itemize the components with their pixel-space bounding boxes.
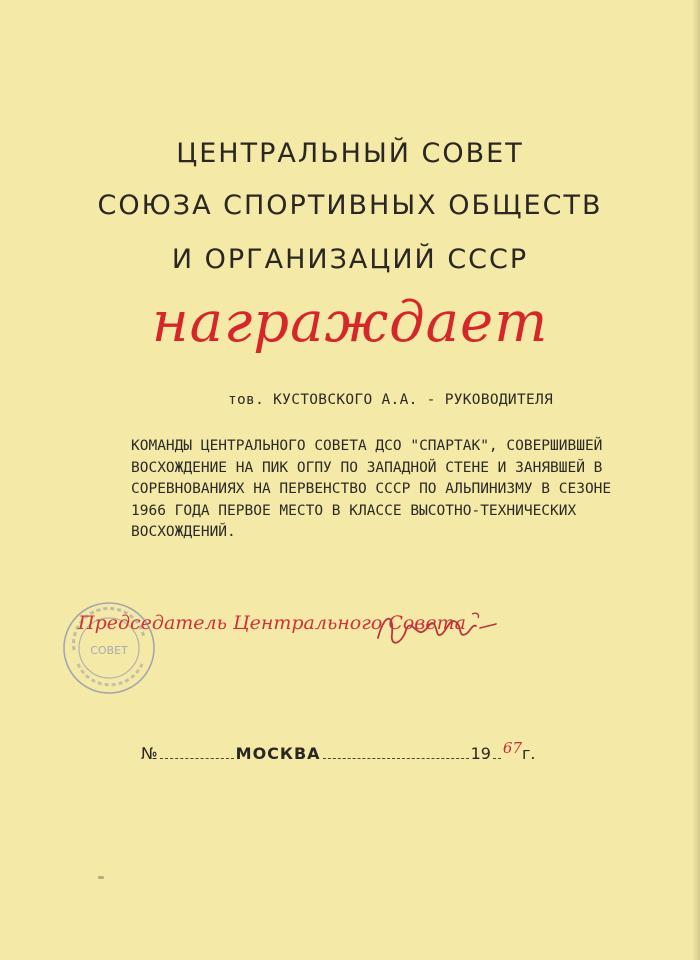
- year-handwritten: 67: [502, 739, 523, 757]
- citation-line: 1966 ГОДА ПЕРВОЕ МЕСТО В КЛАССЕ ВЫСОТНО-ТЕХНИЧЕСКИХ: [131, 502, 577, 519]
- citation-line: ВОСХОЖДЕНИЙ.: [131, 524, 236, 540]
- award-title: награждает: [151, 290, 549, 355]
- citation-line: ВОСХОЖДЕНИЕ НА ПИК ОГПУ ПО ЗАПАДНОЙ СТЕНЕ И ЗАНЯВШЕЙ В: [131, 459, 603, 476]
- chairman-signature-label: Председатель Центрального Совета: [78, 612, 466, 634]
- recipient-line: тов. КУСТОВСКОГО А.А. - РУКОВОДИТЕЛЯ: [228, 392, 554, 408]
- date-blank: [323, 746, 469, 759]
- city-label: МОСКВА: [235, 744, 321, 763]
- header-line-3: И ОРГАНИЗАЦИЙ СССР: [171, 244, 529, 275]
- handwritten-signature: [372, 604, 502, 654]
- header-line-2: СОЮЗА СПОРТИВНЫХ ОБЩЕСТВ: [97, 190, 603, 221]
- footer-number-date-line: [141, 739, 536, 763]
- paper-speck: [98, 876, 104, 879]
- citation-line: КОМАНДЫ ЦЕНТРАЛЬНОГО СОВЕТА ДСО "СПАРТАК", СОВЕРШИВШЕЙ: [131, 438, 603, 454]
- svg-text:СОВЕТ: СОВЕТ: [90, 644, 128, 657]
- number-label: №: [141, 744, 158, 763]
- year-blank: [493, 746, 501, 759]
- citation-line: СОРЕВНОВАНИЯХ НА ПЕРВЕНСТВО СССР ПО АЛЬПИНИЗМУ В СЕЗОНЕ: [131, 481, 612, 497]
- year-suffix: г.: [522, 744, 536, 763]
- number-blank: [160, 746, 234, 759]
- citation-text: [131, 436, 651, 544]
- year-prefix: 19: [470, 744, 491, 763]
- header-line-1: ЦЕНТРАЛЬНЫЙ СОВЕТ: [176, 138, 524, 169]
